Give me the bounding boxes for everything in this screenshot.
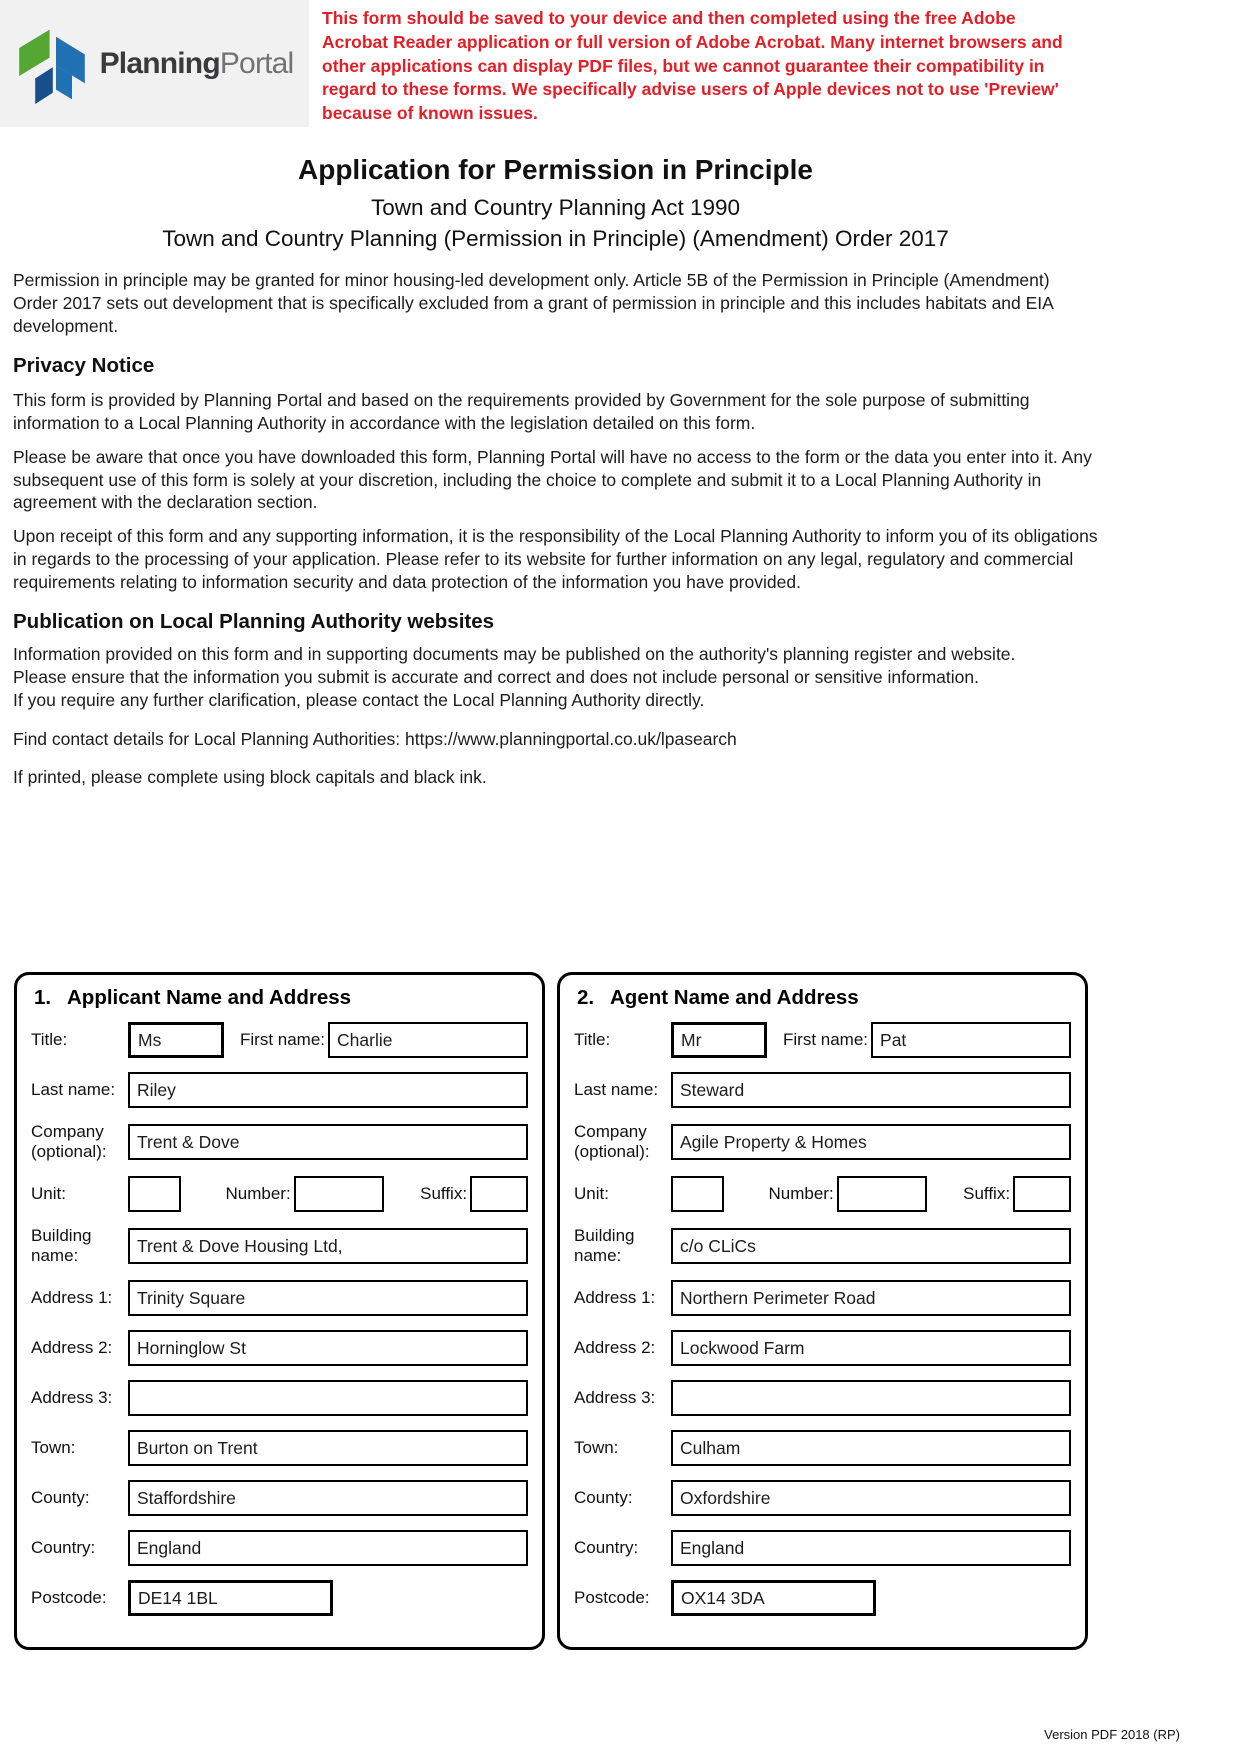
agent-last-name-field[interactable]: Steward (671, 1072, 1071, 1108)
logo-word-planning: Planning (99, 46, 220, 80)
applicant-address3-field[interactable] (128, 1380, 528, 1416)
applicant-address2-field[interactable]: Horninglow St (128, 1330, 528, 1366)
applicant-company-row (31, 1122, 528, 1162)
agent-number-field[interactable] (837, 1176, 927, 1212)
applicant-address2-label: Address 2: (31, 1338, 113, 1358)
applicant-number-field[interactable] (294, 1176, 384, 1212)
document-body (13, 154, 1098, 788)
lpa-search-url[interactable]: https://www.planningportal.co.uk/lpasearch (405, 728, 737, 749)
agent-address2-row (574, 1330, 1071, 1366)
agent-county-label: County: (574, 1488, 633, 1508)
applicant-building-name-field[interactable]: Trent & Dove Housing Ltd, (128, 1228, 528, 1264)
applicant-building-name-label: Building name: (31, 1226, 92, 1266)
publication-line-3: If you require any further clarification, please contact the Local Planning Authority directly. (13, 690, 705, 711)
privacy-paragraph-1: This form is provided by Planning Portal and based on the requirements provided by Government for the sole purpose of submitting information to a Local Planning Authority in accordance with the legislation detailed on this form. (13, 390, 1030, 433)
agent-postcode-row (574, 1580, 1071, 1616)
applicant-title-label: Title: (31, 1029, 68, 1049)
logo-word-portal: Portal (219, 46, 294, 80)
agent-company-label: Company (optional): (574, 1122, 650, 1162)
page-header (0, 0, 1241, 127)
applicant-suffix-field[interactable] (470, 1176, 528, 1212)
agent-address1-row (574, 1280, 1071, 1316)
applicant-unit-row (31, 1176, 528, 1212)
agent-company-row (574, 1122, 1071, 1162)
agent-number-label: Number: (768, 1184, 834, 1204)
applicant-country-label: Country: (31, 1538, 96, 1558)
agent-postcode-label: Postcode: (574, 1588, 650, 1608)
applicant-town-row (31, 1430, 528, 1466)
applicant-first-name-label: First name: (240, 1030, 326, 1049)
agent-section-heading (577, 986, 1071, 1010)
agent-building-name-label: Building name: (574, 1226, 635, 1266)
applicant-country-field[interactable]: England (128, 1530, 528, 1566)
intro-paragraph: Permission in principle may be granted for minor housing-led development only. Article 5B of the Permission in Principle (Amendment) Order 2017 sets out development that is specifically excluded from a grant of permission in principle and this includes habitats and EIA development. (13, 270, 1053, 336)
agent-address3-label: Address 3: (574, 1388, 656, 1408)
agent-country-label: Country: (574, 1538, 639, 1558)
agent-county-field[interactable]: Oxfordshire (671, 1480, 1071, 1516)
page-title: Application for Permission in Principle (298, 154, 813, 185)
planning-portal-logo-icon (16, 22, 88, 106)
applicant-first-name-field[interactable]: Charlie (328, 1022, 528, 1058)
agent-section (557, 972, 1088, 1650)
applicant-company-label: Company (optional): (31, 1122, 107, 1162)
applicant-address3-row (31, 1380, 528, 1416)
applicant-unit-field[interactable] (128, 1176, 181, 1212)
applicant-section (14, 972, 545, 1650)
applicant-number-label: Number: (225, 1184, 291, 1204)
applicant-building-name-row (31, 1226, 528, 1266)
applicant-country-row (31, 1530, 528, 1566)
applicant-county-row (31, 1480, 528, 1516)
agent-address2-label: Address 2: (574, 1338, 656, 1358)
lpa-contact-prefix: Find contact details for Local Planning Authorities: (13, 728, 406, 749)
applicant-suffix-label: Suffix: (420, 1184, 468, 1204)
agent-address1-field[interactable]: Northern Perimeter Road (671, 1280, 1071, 1316)
publication-line-2: Please ensure that the information you submit is accurate and correct and does not include personal or sensitive information. (13, 667, 979, 688)
publication-heading: Publication on Local Planning Authority websites (13, 610, 495, 634)
applicant-title-row (31, 1022, 528, 1058)
applicant-postcode-label: Postcode: (31, 1588, 107, 1608)
agent-first-name-field[interactable]: Pat (871, 1022, 1071, 1058)
applicant-last-name-label: Last name: (31, 1079, 116, 1099)
applicant-section-heading (34, 986, 528, 1010)
version-label: Version PDF 2018 (RP) (1044, 1727, 1180, 1742)
applicant-county-label: County: (31, 1488, 90, 1508)
block-capitals-note: If printed, please complete using block capitals and black ink. (13, 766, 487, 787)
subtitle-act: Town and Country Planning Act 1990 (371, 195, 740, 220)
agent-town-row (574, 1430, 1071, 1466)
agent-title-row (574, 1022, 1071, 1058)
planning-portal-logo (0, 0, 309, 127)
agent-section-number: 2. (577, 986, 595, 1009)
privacy-paragraph-3: Upon receipt of this form and any supporting information, it is the responsibility of the Local Planning Authority to inform you of its obligations in regards to the processing of your application. Please refer to its website for further information on any legal, regulatory and commercial requirements relating to information security and data protection of the information you have provided. (13, 526, 1098, 592)
name-address-forms (14, 972, 1088, 1650)
adobe-reader-warning-text: This form should be saved to your device and then completed using the free Adobe Acrobat Reader application or full version of Adobe Acrobat. Many internet browsers and other applications can display PDF files, but we cannot guarantee their compatibility in regard to these forms. We specifically advise users of Apple devices not to use 'Preview' because of known issues. (322, 8, 1063, 124)
agent-building-name-field[interactable]: c/o CLiCs (671, 1228, 1071, 1264)
agent-address3-row (574, 1380, 1071, 1416)
agent-country-row (574, 1530, 1071, 1566)
applicant-company-field[interactable]: Trent & Dove (128, 1124, 528, 1160)
applicant-section-number: 1. (34, 986, 52, 1009)
applicant-address2-row (31, 1330, 528, 1366)
applicant-address1-field[interactable]: Trinity Square (128, 1280, 528, 1316)
applicant-postcode-row (31, 1580, 528, 1616)
agent-first-name-label: First name: (783, 1030, 869, 1049)
agent-town-label: Town: (574, 1438, 619, 1458)
agent-country-field[interactable]: England (671, 1530, 1071, 1566)
agent-title-label: Title: (574, 1029, 611, 1049)
applicant-address1-label: Address 1: (31, 1288, 113, 1308)
applicant-address1-row (31, 1280, 528, 1316)
applicant-last-name-row (31, 1072, 528, 1108)
agent-town-field[interactable]: Culham (671, 1430, 1071, 1466)
agent-suffix-label: Suffix: (963, 1184, 1011, 1204)
lpa-contact-line (13, 729, 1098, 750)
agent-unit-row (574, 1176, 1071, 1212)
agent-address2-field[interactable]: Lockwood Farm (671, 1330, 1071, 1366)
planning-portal-wordmark (100, 47, 294, 81)
privacy-paragraph-2: Please be aware that once you have downloaded this form, Planning Portal will have no access to the form or the data you enter into it. Any subsequent use of this form is solely at your discretion, including the choice to complete and submit it to a Local Planning Authority in agreement with the declaration section. (13, 446, 1092, 513)
agent-last-name-label: Last name: (574, 1079, 659, 1099)
applicant-town-label: Town: (31, 1438, 76, 1458)
agent-address1-label: Address 1: (574, 1288, 656, 1308)
agent-title-field[interactable]: Mr (671, 1022, 767, 1058)
applicant-address3-label: Address 3: (31, 1388, 113, 1408)
applicant-unit-label: Unit: (31, 1184, 66, 1204)
privacy-notice-heading: Privacy Notice (13, 354, 155, 378)
agent-section-title: Agent Name and Address (610, 986, 859, 1009)
applicant-county-field[interactable]: Staffordshire (128, 1480, 528, 1516)
agent-building-name-row (574, 1226, 1071, 1266)
subtitle-order: Town and Country Planning (Permission in Principle) (Amendment) Order 2017 (162, 226, 949, 251)
applicant-last-name-field[interactable]: Riley (128, 1072, 528, 1108)
applicant-title-field[interactable]: Ms (128, 1022, 224, 1058)
agent-unit-label: Unit: (574, 1184, 609, 1204)
applicant-town-field[interactable]: Burton on Trent (128, 1430, 528, 1466)
agent-unit-field[interactable] (671, 1176, 724, 1212)
applicant-postcode-field[interactable]: DE14 1BL (128, 1580, 333, 1616)
agent-county-row (574, 1480, 1071, 1516)
agent-address3-field[interactable] (671, 1380, 1071, 1416)
publication-text (13, 643, 1098, 712)
agent-postcode-field[interactable]: OX14 3DA (671, 1580, 876, 1616)
applicant-section-title: Applicant Name and Address (67, 986, 352, 1009)
agent-last-name-row (574, 1072, 1071, 1108)
publication-line-1: Information provided on this form and in supporting documents may be published on the authority's planning register and website. (13, 644, 1016, 665)
agent-company-field[interactable]: Agile Property & Homes (671, 1124, 1071, 1160)
agent-suffix-field[interactable] (1013, 1176, 1071, 1212)
